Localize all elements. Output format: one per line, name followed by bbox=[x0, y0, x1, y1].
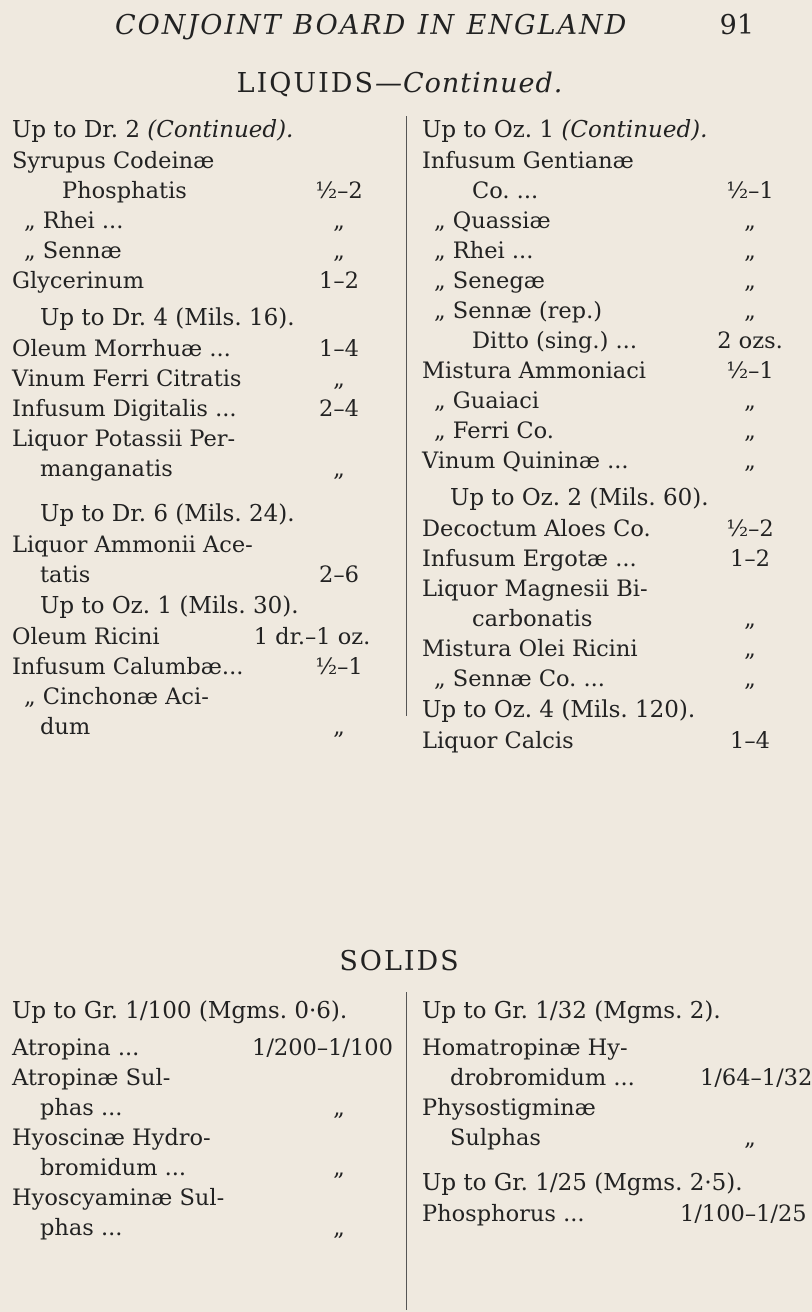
list-item: „ Cinchonæ Aci- bbox=[24, 684, 209, 710]
list-item: Liquor Ammonii Ace- bbox=[12, 532, 253, 558]
group-heading: Up to Gr. 1/25 (Mgms. 2·5). bbox=[422, 1170, 743, 1196]
list-item: manganatis „ bbox=[40, 456, 345, 482]
list-item: phas ... „ bbox=[40, 1215, 345, 1241]
group-heading: Up to Oz. 4 (Mils. 120). bbox=[422, 697, 696, 723]
page-header bbox=[0, 10, 800, 60]
list-item: Liquor Magnesii Bi- bbox=[422, 576, 648, 602]
list-item: carbonatis „ bbox=[472, 606, 756, 632]
list-item: drobromidum ... 1/64–1/32 bbox=[450, 1065, 812, 1091]
list-item: Vinum Ferri Citratis „ bbox=[12, 366, 345, 392]
list-item: Glycerinum 1–2 bbox=[12, 268, 359, 294]
list-item: Phosphatis ½–2 bbox=[62, 178, 363, 204]
list-item: Syrupus Codeinæ bbox=[12, 148, 215, 174]
liquids-right-column bbox=[422, 114, 800, 756]
list-item: dum „ bbox=[40, 714, 345, 740]
list-item: Phosphorus ... 1/100–1/25 bbox=[422, 1201, 807, 1227]
list-item: Mistura Ammoniaci ½–1 bbox=[422, 358, 774, 384]
list-item: Infusum Digitalis ... 2–4 bbox=[12, 396, 359, 422]
page-number: 91 bbox=[719, 10, 754, 41]
liquids-title: LIQUIDS bbox=[236, 68, 375, 99]
list-item: „ Rhei ... „ bbox=[434, 238, 756, 264]
list-item: Infusum Gentianæ bbox=[422, 148, 634, 174]
solids-left-column bbox=[12, 995, 393, 1243]
group-heading: Up to Oz. 1 (Mils. 30). bbox=[40, 593, 299, 619]
list-item: tatis 2–6 bbox=[40, 562, 359, 588]
list-item: Homatropinæ Hy- bbox=[422, 1035, 628, 1061]
list-item: Liquor Potassii Per- bbox=[12, 426, 236, 452]
group-heading: Up to Dr. 4 (Mils. 16). bbox=[40, 305, 295, 331]
running-title: CONJOINT BOARD IN ENGLAND bbox=[115, 10, 629, 41]
list-item: „ Guaiaci „ bbox=[434, 388, 756, 414]
column-divider-liquids bbox=[406, 116, 407, 716]
list-item: Oleum Morrhuæ ... 1–4 bbox=[12, 336, 359, 362]
list-item: Infusum Ergotæ ... 1–2 bbox=[422, 546, 770, 572]
list-item: Sulphas „ bbox=[450, 1125, 756, 1151]
list-item: Oleum Ricini 1 dr.–1 oz. bbox=[12, 624, 371, 650]
list-item: „ Quassiæ „ bbox=[434, 208, 756, 234]
list-item: Ditto (sing.) ... 2 ozs. bbox=[472, 328, 783, 354]
list-item: „ Sennæ „ bbox=[24, 238, 345, 264]
section-title-solids: SOLIDS bbox=[339, 946, 461, 977]
list-item: phas ... „ bbox=[40, 1095, 345, 1121]
list-item: Physostigminæ bbox=[422, 1095, 596, 1121]
list-item: Liquor Calcis 1–4 bbox=[422, 728, 770, 754]
list-item: Co. ... ½–1 bbox=[472, 178, 774, 204]
section-title-liquids bbox=[0, 68, 800, 99]
group-heading: Up to Dr. 6 (Mils. 24). bbox=[40, 501, 295, 527]
list-item: „ Senegæ „ bbox=[434, 268, 756, 294]
group-heading: Up to Gr. 1/32 (Mgms. 2). bbox=[422, 998, 721, 1024]
group-heading: Up to Gr. 1/100 (Mgms. 0·6). bbox=[12, 998, 348, 1024]
solids-right-column bbox=[422, 995, 812, 1229]
list-item: „ Rhei ... „ bbox=[24, 208, 345, 234]
column-divider-solids bbox=[406, 992, 407, 1310]
list-item: Decoctum Aloes Co. ½–2 bbox=[422, 516, 774, 542]
list-item: „ Ferri Co. „ bbox=[434, 418, 756, 444]
list-item: Atropinæ Sul- bbox=[12, 1065, 171, 1091]
liquids-left-column bbox=[12, 114, 382, 742]
liquids-continued: —Continued. bbox=[374, 68, 564, 99]
group-heading: Up to Oz. 2 (Mils. 60). bbox=[450, 485, 709, 511]
list-item: Infusum Calumbæ... ½–1 bbox=[12, 654, 363, 680]
list-item: „ Sennæ (rep.) „ bbox=[434, 298, 756, 324]
group-heading: Up to Oz. 1 (Continued). bbox=[422, 117, 708, 143]
list-item: Mistura Olei Ricini „ bbox=[422, 636, 756, 662]
list-item: Hyoscyaminæ Sul- bbox=[12, 1185, 225, 1211]
list-item: bromidum ... „ bbox=[40, 1155, 345, 1181]
group-heading: Up to Dr. 2 (Continued). bbox=[12, 117, 294, 143]
list-item: Hyoscinæ Hydro- bbox=[12, 1125, 211, 1151]
list-item: Vinum Quininæ ... „ bbox=[422, 448, 756, 474]
list-item: „ Sennæ Co. ... „ bbox=[434, 666, 756, 692]
list-item: Atropina ... 1/200–1/100 bbox=[12, 1035, 393, 1061]
